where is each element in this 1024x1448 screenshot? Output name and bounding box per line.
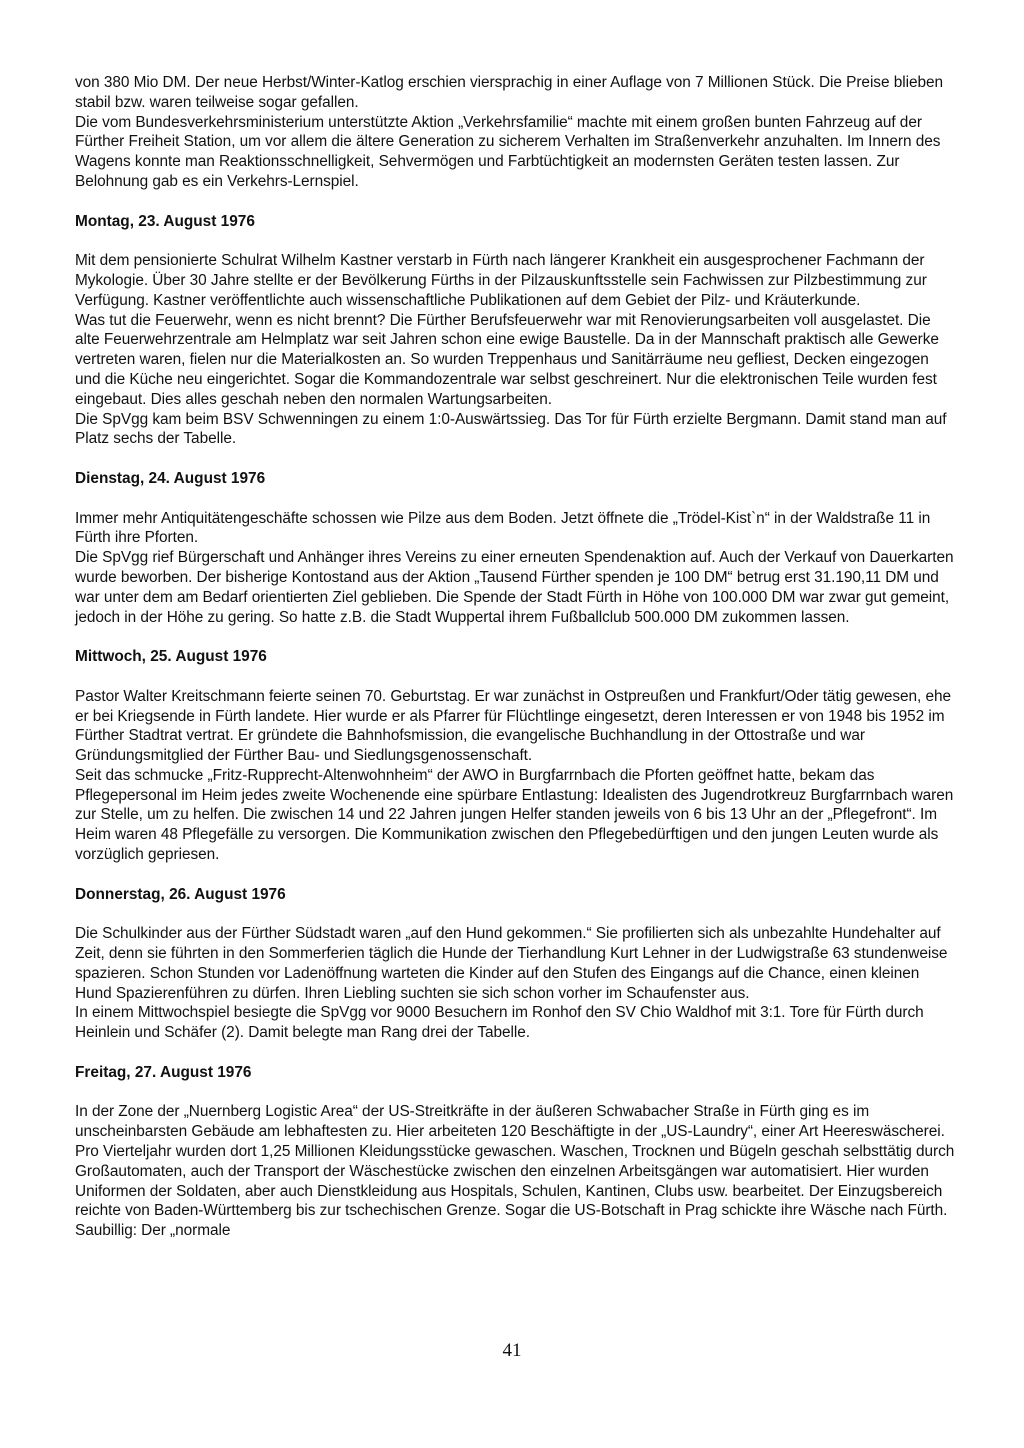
section-heading: Dienstag, 24. August 1976 xyxy=(75,469,266,487)
paragraph: In der Zone der „Nuernberg Logistic Area“ der US-Streitkräfte in der äußeren Schwabacher Straße in Fürth ging es im unscheinbarsten Gebäude am lebhaftesten zu. Hier arbeiteten 120 Beschäftigte in der „US-Laundry“, einer Art Heereswäscherei. Pro Vierteljahr wurden dort 1,25 Millionen Kleidungsstücke gewaschen. Waschen, Trocknen und Bügeln geschah selbsttätig durch Großautomaten, auch der Transport der Wäschestücke zwischen den einzelnen Arbeitsgängen war automatisiert. Hier wurden Uniformen der Soldaten, aber auch Dienstkleidung aus Hospitals, Schulen, Kantinen, Clubs usw. bearbeitet. Der Einzugsbereich reichte von Baden-Württemberg bis zur tschechischen Grenze. Sogar die US-Botschaft in Prag schickte ihre Wäsche nach Fürth. Saubillig: Der „normale xyxy=(75,1103,955,1240)
section-heading: Freitag, 27. August 1976 xyxy=(75,1063,252,1081)
paragraph: Die Schulkinder aus der Fürther Südstadt waren „auf den Hund gekommen.“ Sie profilierten sich als unbezahlte Hundehalter auf Zeit, denn sie führten in den Sommerferien täglich die Hunde der Tierhandlung Kurt Lehner in der Ludwigstraße 63 stundenweise spazieren. Schon Stunden vor Ladenöffnung warteten die Kinder auf den Stufen des Eingangs auf die Chance, einen kleinen Hund Spazierenführen zu dürfen. Ihren Liebling suchten sie sich schon vorher im Schaufenster aus. xyxy=(75,925,948,1002)
section-heading: Montag, 23. August 1976 xyxy=(75,212,255,230)
paragraph: von 380 Mio DM. Der neue Herbst/Winter-Katlog erschien viersprachig in einer Auflage von 7 Millionen Stück. Die Preise blieben stabil bzw. waren teilweise sogar gefallen. xyxy=(75,74,943,111)
paragraph: Pastor Walter Kreitschmann feierte seinen 70. Geburtstag. Er war zunächst in Ostpreußen und Frankfurt/Oder tätig gewesen, ehe er bei Kriegsende in Fürth landete. Hier wurde er als Pfarrer für Flüchtlinge eingesetzt, deren Interessen er von 1948 bis 1952 im Fürther Stadtrat vertrat. Er gründete die Bahnhofsmission, die evangelische Buchhandlung in der Ottostraße und war Gründungsmitglied der Fürther Bau- und Siedlungsgenossenschaft. xyxy=(75,687,952,765)
paragraph: Die vom Bundesverkehrsministerium unterstützte Aktion „Verkehrsfamilie“ machte mit einem großen bunten Fahrzeug auf der Fürther Freiheit Station, um vor allem die ältere Generation zu sicherem Verhalten im Straßenverkehr anzuhalten. Im Innern des Wagens konnte man Reaktionsschnelligkeit, Sehvermögen und Farbtüchtigkeit an modernsten Geräten testen lassen. Zur Belohnung gab es ein Verkehrs-Lernspiel. xyxy=(75,113,941,190)
paragraph: Die SpVgg rief Bürgerschaft und Anhänger ihres Vereins zu einer erneuten Spendenaktion auf. Auch der Verkauf von Dauerkarten wurde beworben. Der bisherige Kontostand aus der Aktion „Tausend Fürther spenden je 100 DM“ betrug erst 31.190,11 DM und war unter dem am Bedarf orientierten Ziel geblieben. Die Spende der Stadt Fürth in Höhe von 100.000 DM war zwar gut gemeint, jedoch in der Höhe zu gering. So hatte z.B. die Stadt Wuppertal ihrem Fußballclub 500.000 DM zukommen lassen. xyxy=(75,549,954,626)
section-heading: Mittwoch, 25. August 1976 xyxy=(75,648,267,666)
paragraph: Seit das schmucke „Fritz-Rupprecht-Altenwohnheim“ der AWO in Burgfarrnbach die Pforten geöffnet hatte, bekam das Pflegepersonal im Heim jedes zweite Wochenende eine spürbare Entlastung: Idealisten des Jugendrotkreuz Burgfarrnbach waren zur Stelle, um zu helfen. Die zwischen 14 und 22 Jahren jungen Helfer standen jeweils von 6 bis 13 Uhr an der „Pflegefront“. Im Heim waren 48 Pflegefälle zu versorgen. Die Kommunikation zwischen den Pflegebedürftigen und den jungen Leuten wurde als vorzüglich gepriesen. xyxy=(75,766,954,864)
document-body xyxy=(75,73,955,1241)
paragraph: Was tut die Feuerwehr, wenn es nicht brennt? Die Fürther Berufsfeuerwehr war mit Renovierungsarbeiten voll ausgelastet. Die alte Feuerwehrzentrale am Helmplatz war seit Jahren schon eine ewige Baustelle. Da in der Mannschaft praktisch alle Gewerke vertreten waren, fielen nur die Materialkosten an. So wurden Treppenhaus und Sanitärräume neu gefliest, Decken eingezogen und die Küche neu eingerichtet. Sogar die Kommandozentrale war selbst geschreinert. Nur die elektronischen Teile wurden fest eingebaut. Dies alles geschah neben den normalen Wartungsarbeiten. xyxy=(75,311,939,408)
paragraph: In einem Mittwochspiel besiegte die SpVgg vor 9000 Besuchern im Ronhof den SV Chio Waldhof mit 3:1. Tore für Fürth durch Heinlein und Schäfer (2). Damit belegte man Rang drei der Tabelle. xyxy=(75,1004,924,1042)
paragraph: Mit dem pensionierte Schulrat Wilhelm Kastner verstarb in Fürth nach längerer Krankheit ein ausgesprochener Fachmann der Mykologie. Über 30 Jahre stellte er der Bevölkerung Fürths in der Pilzauskunftsstelle sein Fachwissen zur Pilzbestimmung zur Verfügung. Kastner veröffentlichte auch wissenschaftliche Publikationen auf dem Gebiet der Pilz- und Kräuterkunde. xyxy=(75,252,927,309)
section-heading: Donnerstag, 26. August 1976 xyxy=(75,885,286,903)
page-number: 41 xyxy=(502,1340,522,1361)
paragraph: Die SpVgg kam beim BSV Schwenningen zu einem 1:0-Auswärtssieg. Das Tor für Fürth erzielte Bergmann. Damit stand man auf Platz sechs der Tabelle. xyxy=(75,410,947,448)
paragraph: Immer mehr Antiquitätengeschäfte schossen wie Pilze aus dem Boden. Jetzt öffnete die „Trödel-Kist`n“ in der Waldstraße 11 in Fürth ihre Pforten. xyxy=(75,509,931,547)
